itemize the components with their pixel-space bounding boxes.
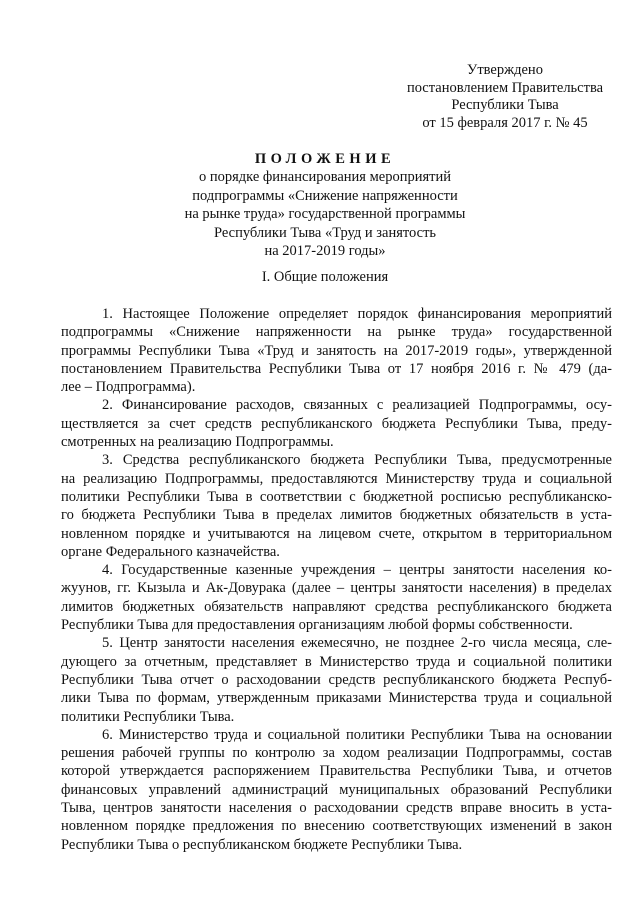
paragraph-3 — [61, 451, 612, 561]
paragraph-line: 1. Настоящее Положение определяет порядок финансирования мероприятий — [102, 306, 612, 322]
paragraph-line: новленном порядке предложения по внесению соответствующих изменений в закон — [61, 818, 612, 835]
approval-line: Республики Тыва — [451, 97, 559, 114]
document-subtitle-line: на 2017-2019 годы» — [264, 243, 386, 259]
paragraph-line: на реализацию Подпрограммы, предоставляются Министерству труда и социальной — [61, 470, 612, 487]
paragraph-line: Республики Тыва отчет о расходовании средств республиканского бюджета Респуб- — [61, 671, 612, 688]
document-title: ПОЛОЖЕНИЕ — [254, 151, 396, 167]
paragraph-2 — [61, 396, 612, 451]
paragraph-line: Республики Тыва для предоставления организациям любой формы собственности. — [61, 617, 573, 634]
document-subtitle-line: Республики Тыва «Труд и занятость — [213, 224, 437, 241]
document-title-block — [60, 150, 590, 261]
paragraph-line: ществляется за счет средств республиканского бюджета Республики Тыва, преду- — [61, 415, 612, 432]
paragraph-4 — [61, 561, 612, 634]
paragraph-line: 5. Центр занятости населения ежемесячно, не позднее 2-го числа месяца, сле- — [102, 635, 612, 652]
paragraph-line: лимитов бюджетных обязательств направляют средства республиканского бюджета — [61, 598, 612, 615]
document-subtitle-line: о порядке финансирования мероприятий — [198, 169, 452, 185]
paragraph-line: лики Тыва по формам, утвержденным приказами Министерства труда и социальной — [61, 690, 612, 707]
paragraph-line: новленном порядке и учитываются на лицевом счете, открытом в территориальном — [61, 525, 612, 542]
paragraph-line: го бюджета Республики Тыва в пределах лимитов бюджетных обязательств в уста- — [61, 507, 612, 524]
approval-line: постановлением Правительства — [406, 79, 604, 96]
approval-stamp — [395, 62, 615, 132]
paragraph-6 — [61, 726, 612, 854]
paragraph-line: подпрограммы «Снижение напряженности на рынке труда» государственной — [61, 324, 612, 341]
paragraph-line: постановлением Правительства Республики Тыва от 17 ноября 2016 г. № 479 (да- — [61, 360, 612, 377]
paragraph-5 — [61, 634, 612, 725]
paragraph-line: программы Республики Тыва «Труд и занятость на 2017-2019 годы», утвержденной — [61, 342, 612, 359]
section-heading: I. Общие положения — [261, 269, 389, 285]
paragraph-line: 4. Государственные казенные учреждения – центры занятости населения ко- — [102, 562, 612, 579]
paragraph-line: органе Федерального казначейства. — [61, 543, 280, 560]
paragraph-line: Тыва, центров занятости населения о расходовании средств вправе вносить в уста- — [61, 800, 612, 817]
paragraph-line: решения рабочей группы по контролю за ходом реализации Подпрограммы, состав — [61, 745, 612, 762]
document-subtitle-line: подпрограммы «Снижение напряженности — [192, 187, 458, 204]
paragraph-line: политики Республики Тыва. — [61, 708, 235, 725]
approval-line: Утверждено — [467, 62, 543, 78]
paragraph-line: смотренных на реализацию Подпрограммы. — [61, 434, 334, 451]
paragraph-line: финансовых управлений администраций муниципальных образований Республики — [61, 781, 612, 798]
paragraph-line: Республики Тыва о республиканском бюджете Республики Тыва. — [61, 836, 463, 853]
paragraph-line: 3. Средства республиканского бюджета Республики Тыва, предусмотренные — [102, 452, 612, 469]
paragraph-line: которой утверждается распоряжением Правительства Республики Тыва, и отчетов — [61, 763, 612, 780]
paragraph-line: дующего за отчетным, представляет в Министерство труда и социальной политики — [61, 653, 612, 670]
paragraph-line: жуунов, гг. Кызыла и Ак-Довурака (далее – центры занятости населения) в пределах — [61, 580, 612, 597]
paragraph-line: 6. Министерство труда и социальной политики Республики Тыва на основании — [102, 726, 612, 743]
approval-line: от 15 февраля 2017 г. № 45 — [422, 114, 588, 131]
paragraph-line: лее – Подпрограмма). — [61, 379, 196, 396]
paragraph-line: 2. Финансирование расходов, связанных с реализацией Подпрограммы, осу- — [102, 397, 612, 414]
paragraph-line: политики Республики Тыва в соответствии с бюджетной росписью республиканско- — [61, 488, 612, 505]
paragraph-1 — [61, 305, 612, 396]
document-subtitle-line: на рынке труда» государственной программы — [184, 206, 466, 222]
document-body — [61, 305, 612, 854]
